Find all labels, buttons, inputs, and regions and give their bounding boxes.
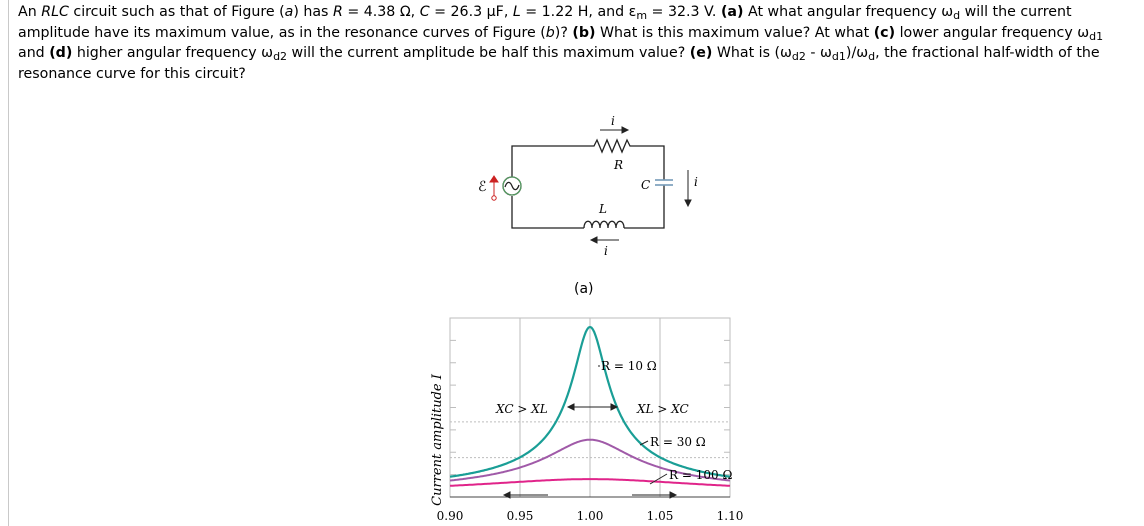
x-tick-label: 1.00	[576, 509, 604, 523]
part-b-label: (b)	[572, 24, 596, 41]
circuit-label-L: L	[599, 202, 607, 216]
question-text: An RLC circuit such as that of Figure (a) has R = 4.38 Ω, C = 26.3 μF, L = 1.22 H, and $\varepsilon_m = 32.3$ V. (a) At what angular frequency $\omega_d$ will the current amplitude have its maximum value, as in the resonance curves of Figure (b)? (b) What is this maximum value? At what (c) lower angular frequency $\omega_{d1}$ and (d) higher angular frequency $\omega_{d2}$ will the current amplitude be half this maximum value? (e) What is $(\omega_{d2} - \omega_{d1})/\omega_d$, the fractional half-width of the resonance curve for this circuit?	[18, 4, 1104, 82]
circuit-label-i-right: i	[694, 175, 698, 189]
x-tick-label: 1.05	[646, 509, 674, 523]
circuit-label-R: R	[614, 158, 624, 172]
part-d-label: (d)	[49, 45, 73, 61]
part-a-label: (a)	[720, 4, 744, 20]
circuit-label-emf: ℰ	[478, 179, 487, 195]
part-e-label: (e)	[689, 45, 713, 61]
figure-a-caption: (a)	[574, 281, 594, 297]
label-r10: R = 10 Ω	[601, 359, 657, 373]
circuit-label-i-top: i	[611, 114, 615, 128]
label-r30: R = 30 Ω	[650, 435, 706, 449]
x-tick-label: 0.95	[506, 509, 534, 523]
x-tick-labels	[437, 509, 744, 523]
x-tick-label: 0.90	[436, 509, 464, 523]
y-axis-label: Current amplitude I	[430, 374, 445, 506]
circuit-label-i-bottom: i	[604, 244, 608, 258]
label-r100: R = 100 Ω	[669, 468, 733, 482]
label-xl-gt-xc: XL > XC	[637, 402, 689, 416]
circuit-label-C: C	[641, 178, 651, 192]
label-xc-gt-xl: XC > XL	[496, 402, 548, 416]
chart-annotations	[495, 359, 732, 498]
x-tick-label: 1.10	[716, 509, 744, 523]
part-c-label: (c)	[873, 24, 896, 41]
